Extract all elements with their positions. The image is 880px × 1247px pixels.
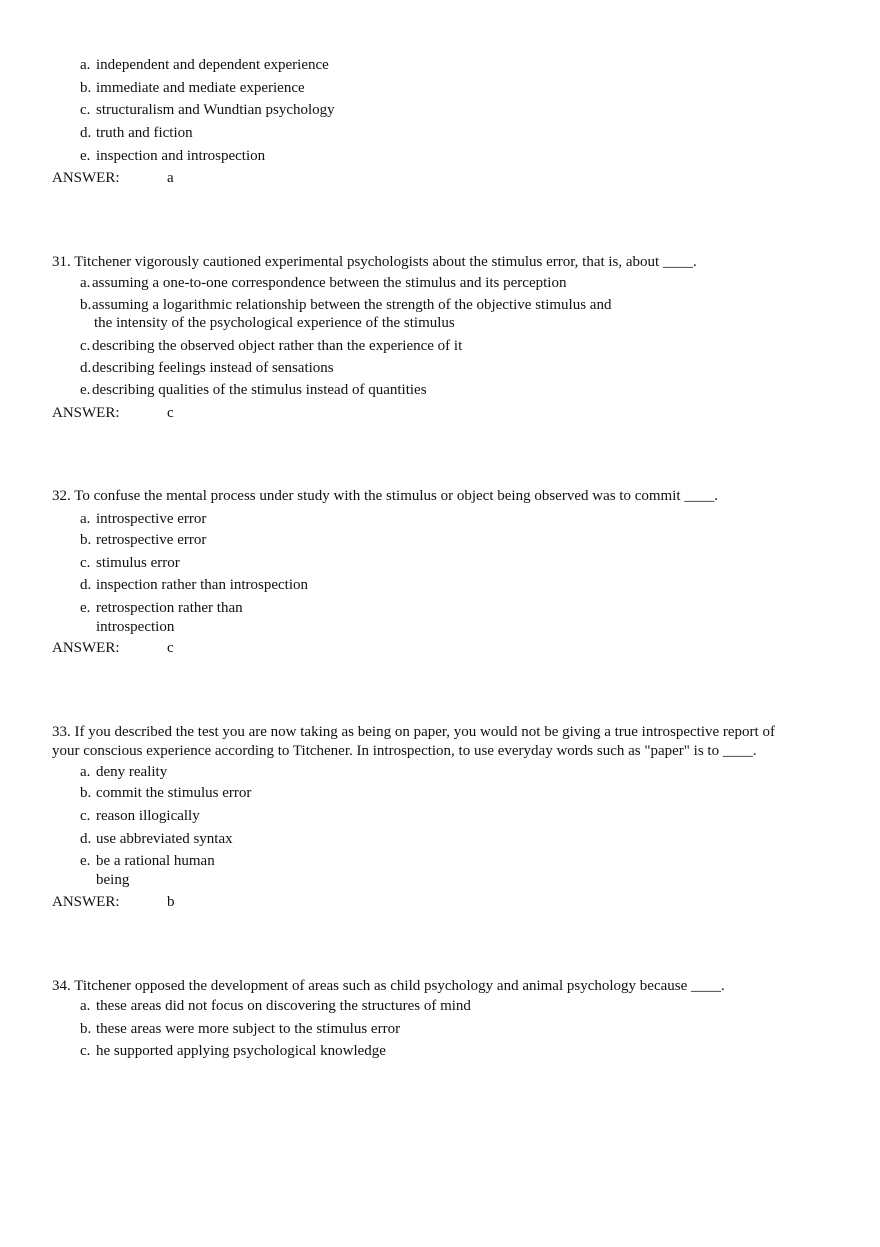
answer-label: ANSWER:: [52, 894, 120, 910]
answer-label: ANSWER:: [52, 405, 120, 421]
answer-value: b: [167, 894, 175, 910]
question-stem-line-2: your conscious experience according to Titchener. In introspection, to use everyday words such as "paper" is to ____.: [52, 743, 757, 759]
option-e-continuation: introspection: [96, 619, 175, 635]
answer-value: c: [167, 405, 174, 421]
answer-label: ANSWER:: [52, 170, 120, 186]
question-stem-line-1: 33. If you described the test you are now taking as being on paper, you would not be giving a true introspective report of: [52, 724, 775, 740]
answer-label: ANSWER:: [52, 640, 120, 656]
question-stem: 32. To confuse the mental process under study with the stimulus or object being observed was to commit ____.: [52, 488, 719, 504]
answer-value: c: [167, 640, 174, 656]
answer-value: a: [167, 170, 174, 186]
question-stem: 34. Titchener opposed the development of areas such as child psychology and animal psychology because ____.: [52, 978, 725, 994]
option-b-continuation: the intensity of the psychological experience of the stimulus: [94, 315, 455, 331]
option-e-continuation: being: [96, 872, 130, 888]
question-stem: 31. Titchener vigorously cautioned experimental psychologists about the stimulus error, that is, about ____.: [52, 254, 697, 270]
